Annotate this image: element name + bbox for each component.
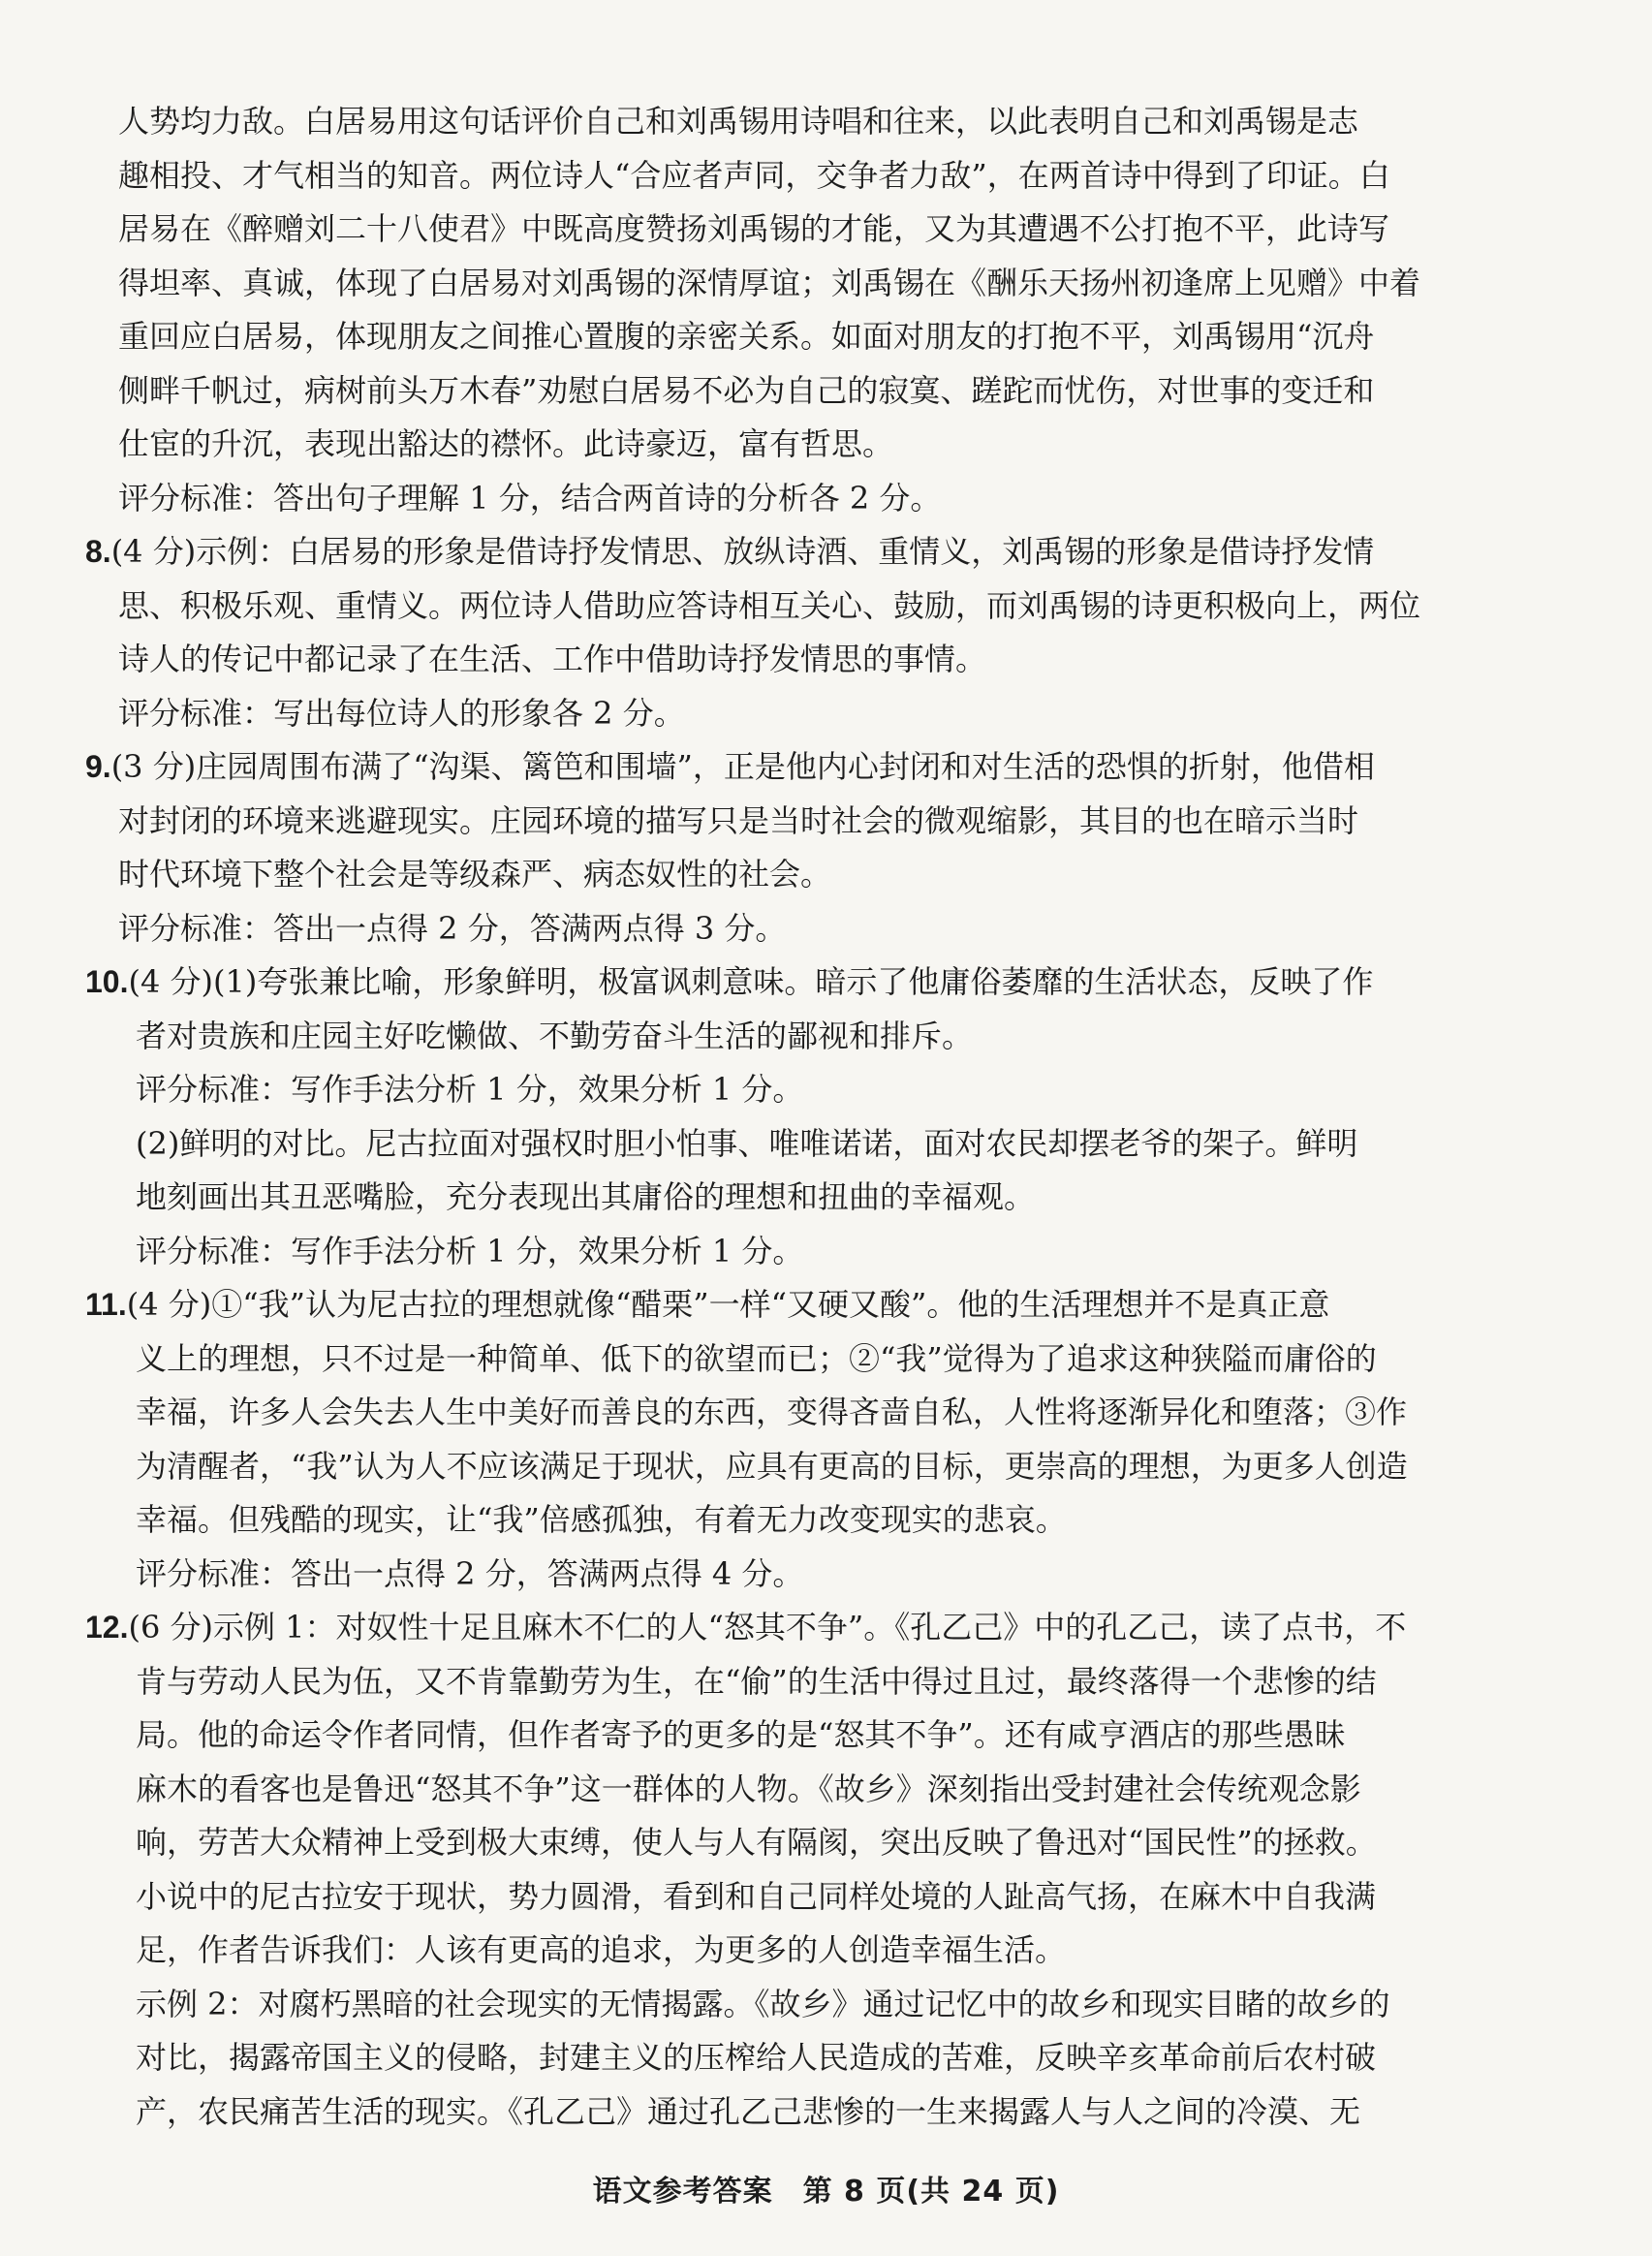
text-line — [85, 1608, 1406, 1646]
line-text: 者对贵族和庄园主好吃懒做、不勤劳奋斗生活的鄙视和排斥。 — [136, 1018, 974, 1054]
line-text: 重回应白居易，体现朋友之间推心置腹的亲密关系。如面对朋友的打抱不平，刘禹锡用“沉舟 — [118, 318, 1375, 355]
line-text: 幸福。但残酷的现实，让“我”倍感孤独，有着无力改变现实的悲哀。 — [136, 1501, 1067, 1538]
text-line — [118, 694, 685, 733]
text-line — [118, 479, 941, 517]
text-line — [136, 1017, 973, 1055]
text-line — [136, 1823, 1377, 1862]
text-line — [118, 371, 1374, 410]
line-text: 思、积极乐观、重情义。两位诗人借助应答诗相互关心、鼓励，而刘禹锡的诗更积极向上，两位 — [118, 587, 1421, 624]
line-text: 义上的理想，只不过是一种简单、低下的欲望而已；②“我”觉得为了追求这种狭隘而庸俗的 — [136, 1340, 1377, 1377]
line-text: (6 分)示例 1：对奴性十足且麻木不仁的人“怒其不争”。《孔乙己》中的孔乙己，读了点书，不 — [128, 1609, 1407, 1645]
line-text: 诗人的传记中都记录了在生活、工作中借助诗抒发情思的事情。 — [118, 641, 987, 677]
line-text: 为清醒者，“我”认为人不应该满足于现状，应具有更高的目标，更崇高的理想，为更多人创造 — [136, 1448, 1408, 1485]
text-line — [118, 209, 1389, 248]
line-text: 小说中的尼古拉安于现状，势力圆滑，看到和自己同样处境的人趾高气扬，在麻木中自我满 — [136, 1878, 1377, 1915]
text-line — [136, 1177, 1035, 1216]
line-text: 产，农民痛苦生活的现实。《孔乙己》通过孔乙己悲惨的一生来揭露人与人之间的冷漠、无 — [136, 2093, 1361, 2130]
text-line — [85, 962, 1373, 1001]
line-text: 评分标准：答出一点得 2 分，答满两点得 3 分。 — [118, 910, 787, 947]
line-text: 对比，揭露帝国主义的侵略，封建主义的压榨给人民造成的苦难，反映辛亥革命前后农村破 — [136, 2039, 1377, 2076]
line-text: (2)鲜明的对比。尼古拉面对强权时胆小怕事、唯唯诺诺，面对农民却摆老爷的架子。鲜明 — [136, 1125, 1358, 1162]
text-line — [136, 1985, 1390, 2023]
line-text: 局。他的命运令作者同情，但作者寄予的更多的是“怒其不争”。还有咸亨酒店的那些愚昧 — [136, 1716, 1346, 1753]
question-number: 12. — [85, 1610, 129, 1645]
text-line — [118, 424, 893, 463]
line-text: 肯与劳动人民为伍，又不肯靠勤劳为生，在“偷”的生活中得过且过，最终落得一个悲惨的结 — [136, 1663, 1377, 1700]
line-text: 评分标准：写作手法分析 1 分，效果分析 1 分。 — [136, 1071, 804, 1108]
line-text: 评分标准：写出每位诗人的形象各 2 分。 — [118, 695, 685, 732]
text-line — [118, 102, 1358, 141]
line-text: 示例 2：对腐朽黑暗的社会现实的无情揭露。《故乡》通过记忆中的故乡和现实目睹的故乡的 — [136, 1986, 1390, 2022]
line-text: 得坦率、真诚，体现了白居易对刘禹锡的深情厚谊；刘禹锡在《酬乐天扬州初逢席上见赠》中着 — [118, 265, 1421, 301]
line-text: 居易在《醉赠刘二十八使君》中既高度赞扬刘禹锡的才能，又为其遭遇不公打抱不平，此诗写 — [118, 210, 1390, 247]
line-text: (3 分)庄园周围布满了“沟渠、篱笆和围墙”，正是他内心封闭和对生活的恐惧的折射，他借相 — [110, 748, 1375, 785]
text-line — [85, 532, 1374, 571]
text-line — [85, 747, 1375, 786]
text-line — [136, 1770, 1361, 1808]
line-text: 评分标准：写作手法分析 1 分，效果分析 1 分。 — [136, 1233, 804, 1269]
text-line — [118, 586, 1420, 625]
line-text: (4 分)①“我”认为尼古拉的理想就像“醋栗”一样“又硬又酸”。他的生活理想并不是真正意 — [126, 1286, 1330, 1323]
line-text: 侧畔千帆过，病树前头万木春”劝慰白居易不必为自己的寂寞、蹉跎而忧伤，对世事的变迁和 — [118, 372, 1375, 409]
line-text: 评分标准：答出一点得 2 分，答满两点得 4 分。 — [136, 1555, 804, 1592]
line-text: 人势均力敌。白居易用这句话评价自己和刘禹锡用诗唱和往来，以此表明自己和刘禹锡是志 — [118, 103, 1359, 140]
line-text: 麻木的看客也是鲁迅“怒其不争”这一群体的人物。《故乡》深刻指出受封建社会传统观念影 — [136, 1770, 1361, 1807]
line-text: (4 分)示例：白居易的形象是借诗抒发情思、放纵诗酒、重情义，刘禹锡的形象是借诗抒发情 — [110, 533, 1375, 570]
text-line — [136, 1393, 1407, 1431]
question-number: 9. — [85, 749, 111, 784]
page-footer: 语文参考答案 第 8 页(共 24 页) — [592, 2175, 1060, 2209]
text-line — [136, 1124, 1357, 1163]
line-text: 评分标准：答出句子理解 1 分，结合两首诗的分析各 2 分。 — [118, 480, 942, 517]
line-text: 地刻画出其丑恶嘴脸，充分表现出其庸俗的理想和扭曲的幸福观。 — [136, 1178, 1036, 1215]
text-line — [136, 1554, 803, 1593]
line-text: 响，劳苦大众精神上受到极大束缚，使人与人有隔阂，突出反映了鲁迅对“国民性”的拯救。 — [136, 1824, 1377, 1861]
line-text: 趣相投、才气相当的知音。两位诗人“合应者声同，交争者力敌”，在两首诗中得到了印证。白 — [118, 157, 1390, 194]
question-number: 8. — [85, 534, 111, 569]
question-number: 10. — [85, 964, 129, 999]
text-line — [136, 1715, 1346, 1754]
text-line — [136, 1930, 1066, 1969]
line-text: (4 分)(1)夸张兼比喻，形象鲜明，极富讽刺意味。暗示了他庸俗萎靡的生活状态，反映了作 — [128, 963, 1374, 1000]
question-number: 11. — [85, 1287, 127, 1322]
text-line — [118, 640, 986, 678]
text-line — [136, 1662, 1377, 1701]
text-line — [118, 317, 1374, 356]
text-line — [136, 1877, 1376, 1916]
text-line — [136, 1339, 1377, 1378]
text-line — [136, 1447, 1408, 1486]
line-text: 足，作者告诉我们：人该有更高的追求，为更多的人创造幸福生活。 — [136, 1931, 1067, 1968]
text-line — [136, 1232, 803, 1270]
text-line — [136, 1500, 1067, 1539]
text-line — [118, 264, 1420, 302]
line-text: 仕宦的升沉，表现出豁达的襟怀。此诗豪迈，富有哲思。 — [118, 425, 894, 462]
text-line — [136, 1070, 803, 1109]
text-line — [118, 801, 1358, 840]
text-line — [118, 909, 786, 948]
text-line — [118, 855, 831, 893]
line-text: 时代环境下整个社会是等级森严、病态奴性的社会。 — [118, 856, 832, 893]
line-text: 幸福，许多人会失去人生中美好而善良的东西，变得吝啬自私，人性将逐渐异化和堕落；③作 — [136, 1394, 1408, 1430]
text-line — [118, 156, 1390, 195]
line-text: 对封闭的环境来逃避现实。庄园环境的描写只是当时社会的微观缩影，其目的也在暗示当时 — [118, 802, 1359, 839]
text-line — [85, 1285, 1329, 1324]
text-line — [136, 2038, 1376, 2077]
text-line — [136, 2092, 1360, 2131]
